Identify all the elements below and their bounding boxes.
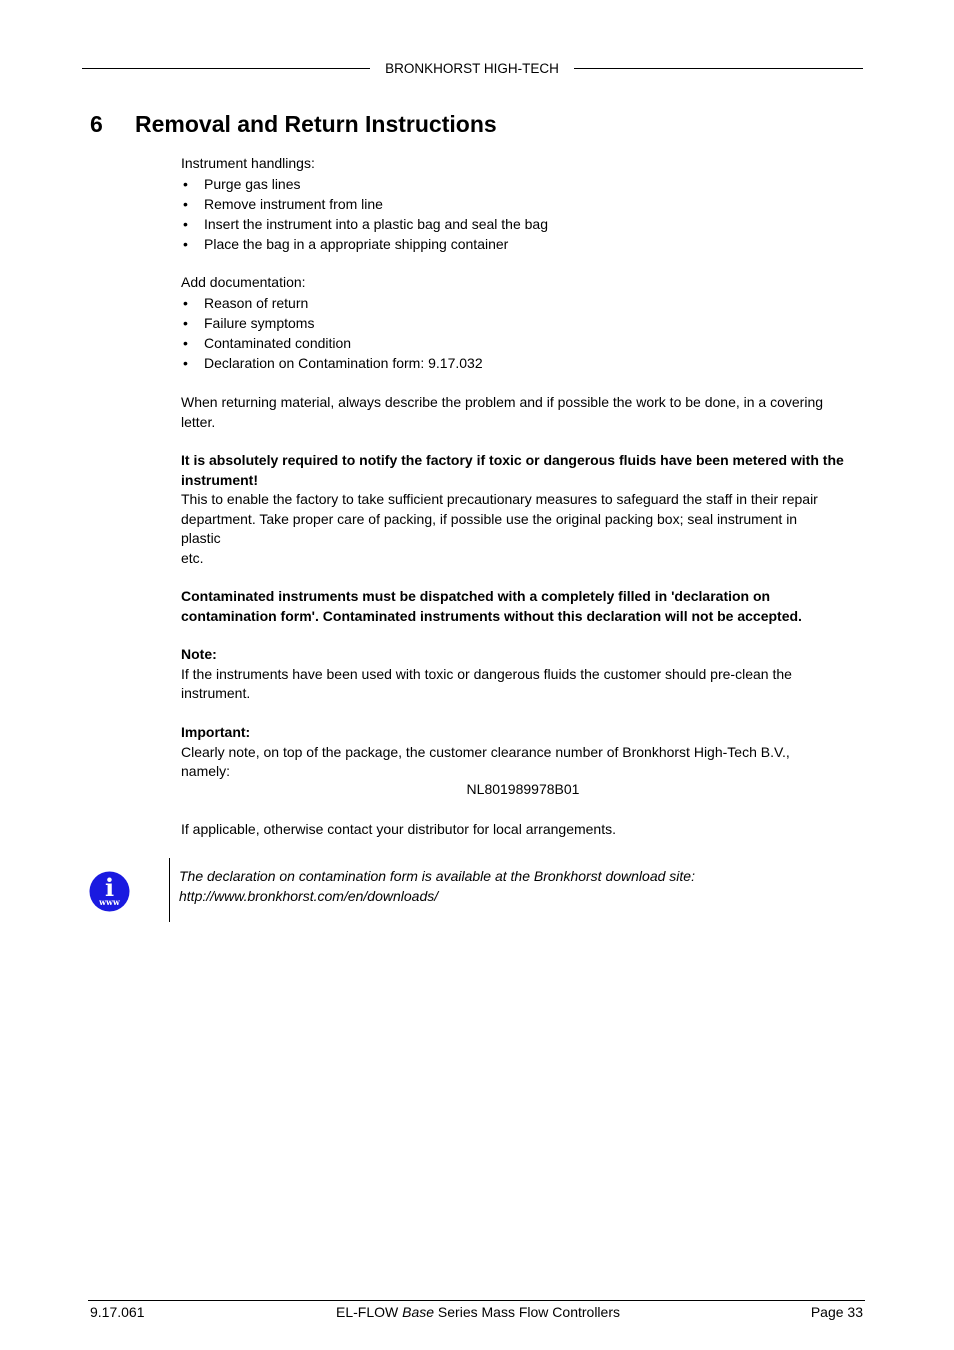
- header-company: BRONKHORST HIGH-TECH: [385, 61, 559, 76]
- chapter-title: Removal and Return Instructions: [135, 111, 497, 137]
- toxic-text-line: department. Take proper care of packing, if possible use the original packing box; seal instrument in: [181, 510, 798, 527]
- toxic-text-line: This to enable the factory to take sufficient precautionary measures to safeguard the staff in their repair: [181, 491, 818, 507]
- documentation-intro: Add documentation:: [181, 274, 306, 290]
- header-rule-left: [82, 68, 370, 69]
- list-item: • Contaminated condition: [181, 333, 483, 353]
- chapter-heading: [90, 111, 497, 138]
- list-item: • Failure symptoms: [181, 313, 483, 333]
- contaminated-line: contamination form'. Contaminated instruments without this declaration will not be accepted.: [181, 607, 802, 624]
- returning-paragraph: [181, 393, 865, 432]
- toxic-warning-line: instrument!: [181, 471, 258, 488]
- contaminated-paragraph: [181, 587, 865, 626]
- important-line: Clearly note, on top of the package, the customer clearance number of Bronkhorst High-Tech B.V.,: [181, 743, 790, 760]
- note-line: If the instruments have been used with toxic or dangerous fluids the customer should pre-clean the: [181, 665, 792, 682]
- important-line: namely:: [181, 763, 231, 779]
- info-line: The declaration on contamination form is available at the Bronkhorst download site:: [179, 868, 695, 884]
- footer-title: [333, 1304, 623, 1320]
- note-line: instrument.: [181, 685, 251, 701]
- toxic-text-line: plastic: [181, 530, 221, 546]
- important-after: If applicable, otherwise contact your distributor for local arrangements.: [181, 821, 616, 837]
- footer-doc-number: 9.17.061: [90, 1304, 145, 1320]
- documentation-list: [181, 293, 483, 373]
- chapter-number: 6: [90, 111, 103, 137]
- footer-rule: [88, 1300, 865, 1301]
- list-item: • Remove instrument from line: [181, 194, 548, 214]
- footer-title-suffix: Series Mass Flow Controllers: [434, 1304, 620, 1320]
- header-rule-right: [574, 68, 863, 69]
- list-item: • Declaration on Contamination form: 9.17.032: [181, 353, 483, 373]
- footer-page: Page 33: [810, 1304, 863, 1320]
- info-divider: [169, 858, 170, 922]
- note-paragraph: [181, 645, 865, 704]
- handlings-intro: Instrument handlings:: [181, 155, 315, 171]
- important-paragraph: [181, 723, 865, 782]
- note-label: Note:: [181, 646, 217, 662]
- handlings-list: [181, 174, 548, 254]
- info-icon-caption: www: [99, 897, 120, 907]
- returning-line: When returning material, always describe the problem and if possible the work to be done, in a covering: [181, 394, 824, 410]
- footer-title-italic: Base: [402, 1304, 435, 1320]
- toxic-paragraph: [181, 451, 865, 568]
- customer-clearance-number: NL801989978B01: [466, 781, 580, 797]
- info-text: [179, 867, 695, 906]
- list-item: • Reason of return: [181, 293, 483, 313]
- list-item: • Insert the instrument into a plastic bag and seal the bag: [181, 214, 548, 234]
- footer-title-prefix: EL-FLOW: [336, 1304, 403, 1320]
- returning-line: letter.: [181, 413, 216, 430]
- toxic-warning-line: It is absolutely required to notify the factory if toxic or dangerous fluids have been metered with the: [181, 452, 844, 468]
- toxic-text-line: etc.: [181, 549, 204, 566]
- info-www-icon: [89, 871, 130, 912]
- important-label: Important:: [181, 724, 251, 740]
- contaminated-line: Contaminated instruments must be dispatched with a completely filled in 'declaration on: [181, 588, 771, 604]
- info-icon-letter: i: [104, 873, 115, 902]
- list-item: • Place the bag in a appropriate shipping container: [181, 234, 548, 254]
- download-link[interactable]: http://www.bronkhorst.com/en/downloads/: [179, 887, 439, 904]
- list-item: • Purge gas lines: [181, 174, 548, 194]
